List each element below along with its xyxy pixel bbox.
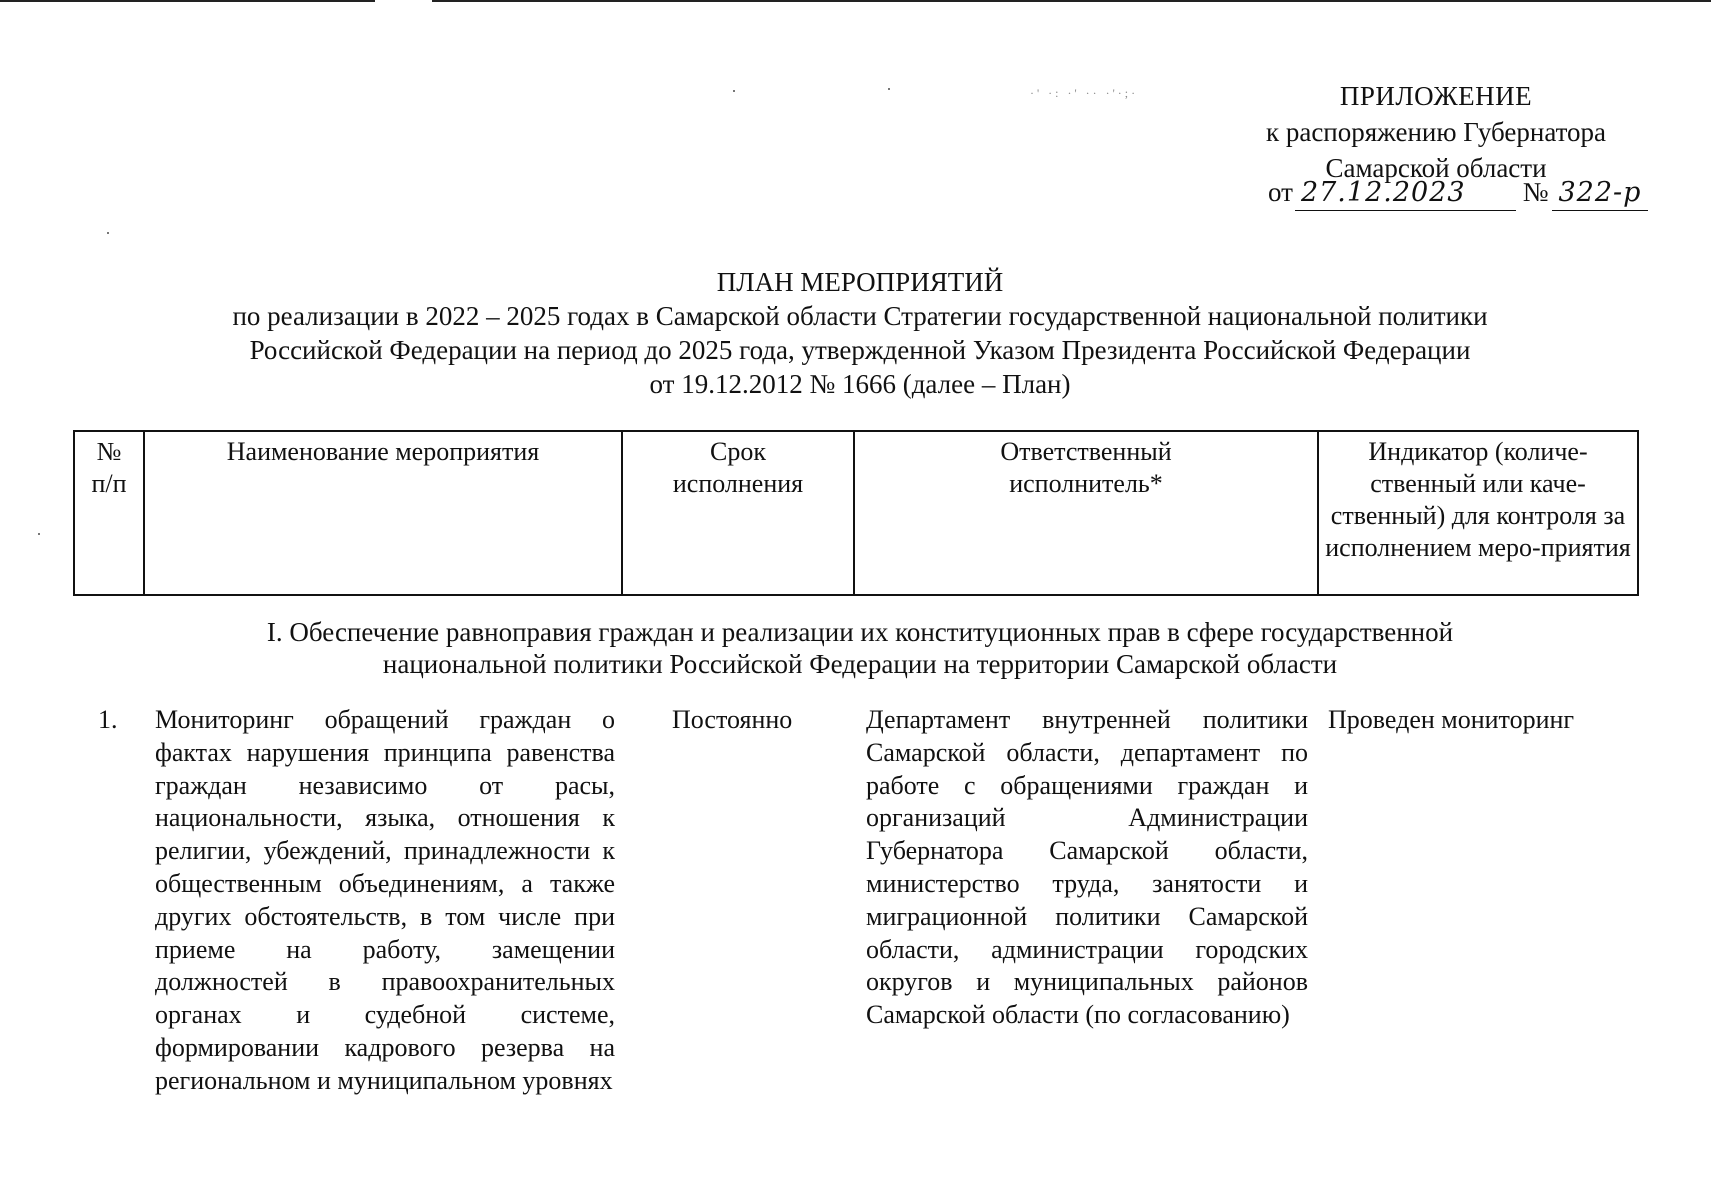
col-header-term-line-2: исполнения <box>672 469 804 498</box>
scan-border-top-right <box>432 0 1711 2</box>
row-indicator: Проведен мониторинг <box>1328 705 1575 734</box>
scan-border-top-left <box>0 0 375 2</box>
handwritten-number: 322-р <box>1552 176 1648 211</box>
scan-noise: ·' ·: ·' ·· ·'·;· <box>1030 86 1139 100</box>
plan-heading <box>60 265 1660 401</box>
col-header-number-line-2: п/п <box>91 469 127 498</box>
col-header-number-line-1: № <box>96 437 122 466</box>
plan-title: ПЛАН МЕРОПРИЯТИЙ <box>716 267 1004 297</box>
date-prefix: от <box>1268 177 1293 207</box>
col-header-responsible <box>854 431 1318 595</box>
section-title-line-1: I. Обеспечение равноправия граждан и реализации их конституционных прав в сфере государственной <box>266 617 1454 647</box>
appendix-line-2: Самарской области <box>1325 153 1547 183</box>
appendix-title: ПРИЛОЖЕНИЕ <box>1339 81 1533 111</box>
plan-subtitle-line-3: от 19.12.2012 № 1666 (далее – План) <box>649 369 1071 399</box>
appendix-date-line <box>1268 176 1648 211</box>
section-title <box>60 616 1660 680</box>
table-header-row <box>74 431 1638 595</box>
scan-speck <box>107 232 109 234</box>
col-header-responsible-line-2: исполнитель* <box>1009 469 1163 498</box>
row-term: Постоянно <box>672 705 793 734</box>
row-activity-name: Мониторинг обращений граждан о фактах нарушения принципа равенства граждан независимо от расы, национальности, языка, отношения к религии, убеждений, принадлежности к общественным объединениям, а также других обстоятельств, в том числе при приеме на работу, замещении должностей в правоохранительных органах и судебной системе, формировании кадрового резерва на региональном и муниципальном уровнях <box>155 705 615 1095</box>
handwritten-date: 27.12.2023 <box>1295 176 1516 211</box>
col-header-number <box>74 431 144 595</box>
col-header-term-line-1: Срок <box>710 437 766 466</box>
col-header-name: Наименование мероприятия <box>144 431 622 595</box>
row-number: 1. <box>98 705 118 734</box>
col-header-responsible-line-1: Ответственный <box>1000 437 1172 466</box>
section-title-line-2: национальной политики Российской Федерации на территории Самарской области <box>382 649 1338 679</box>
number-prefix: № <box>1522 177 1549 207</box>
scan-speck <box>38 533 40 535</box>
plan-table-header <box>73 430 1639 596</box>
plan-subtitle-line-2: Российской Федерации на период до 2025 года, утвержденной Указом Президента Российской Федерации <box>249 335 1471 365</box>
scan-speck <box>888 88 890 90</box>
plan-subtitle-line-1: по реализации в 2022 – 2025 годах в Самарской области Стратегии государственной национальной политики <box>232 301 1488 331</box>
row-responsible: Департамент внутренней политики Самарской области, департамент по работе с обращениями граждан и организаций Администрации Губернатора Самарской области, министерство труда, занятости и миграционной политики Самарской области, администрации городских округов и муниципальных районов Самарской области (по согласованию) <box>866 705 1308 1030</box>
appendix-line-1: к распоряжению Губернатора <box>1265 117 1607 147</box>
col-header-indicator: Индикатор (количе-ственный или каче-ственный) для контроля за исполнением меро-приятия <box>1318 431 1638 595</box>
col-header-term <box>622 431 854 595</box>
scan-speck <box>733 90 735 92</box>
appendix-header <box>1236 78 1636 186</box>
